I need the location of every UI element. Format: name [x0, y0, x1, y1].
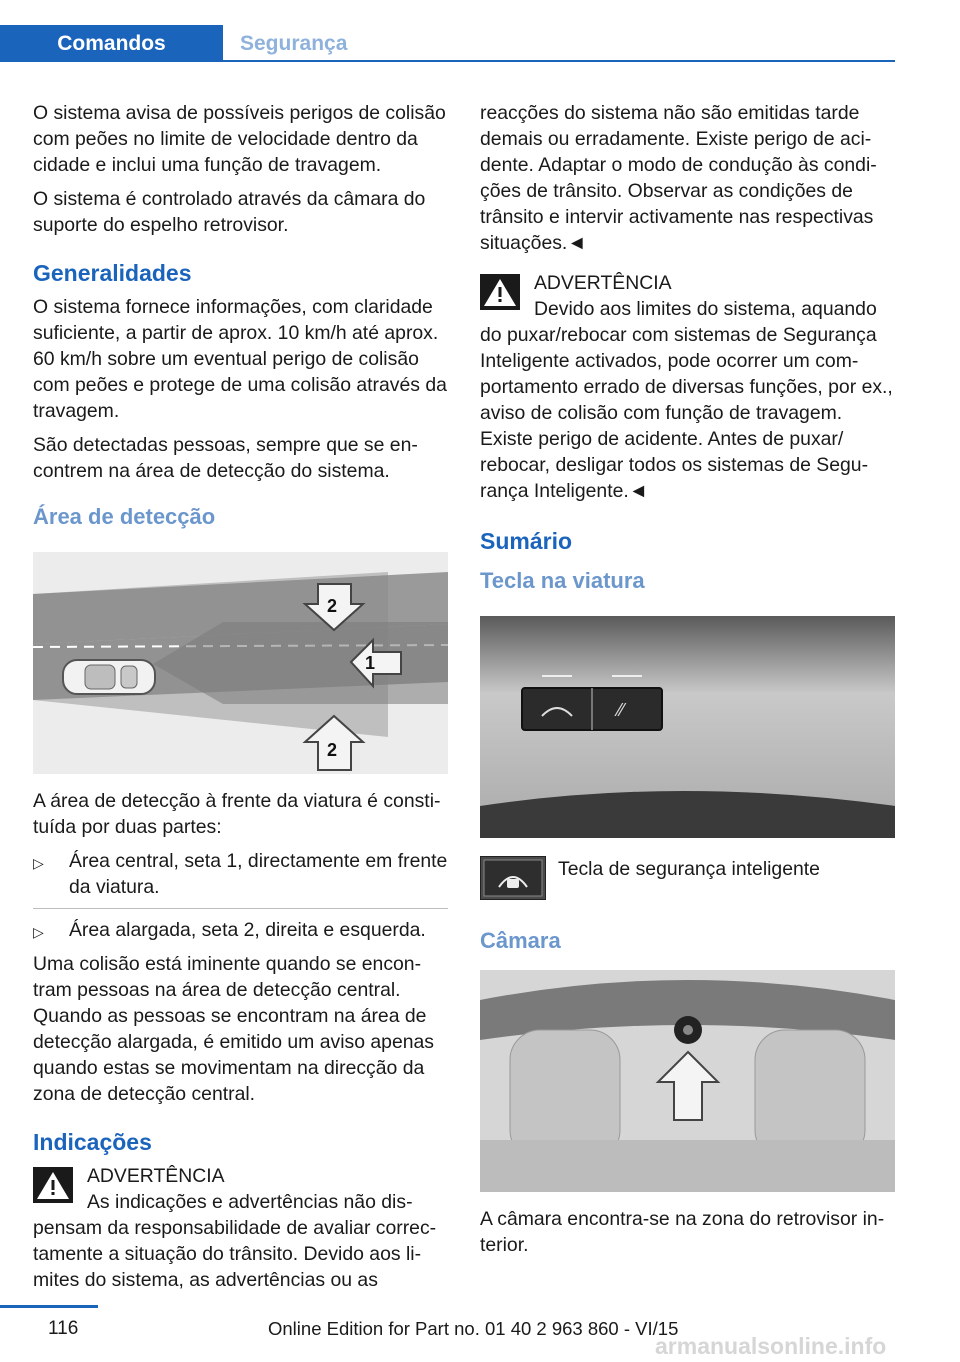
- detection-area-diagram: [33, 552, 448, 774]
- vehicle-button-image: [480, 616, 895, 838]
- warning-text: Devido aos limites do sistema, aquando do puxar/rebocar com sistemas de Segurança Inteligente activados, pode ocorrer um comportamento errado de diversas funções, por ex., aviso de colisão com função de travagem. Existe perigo de acidente. Antes de puxar/ rebocar, desligar todos os sistemas de Segurança Inteligente.◄: [480, 298, 893, 502]
- triangle-bullet-icon: ▷: [33, 924, 44, 940]
- page-number: 116: [48, 1318, 79, 1339]
- footer-rule: [0, 1305, 98, 1308]
- intelligent-safety-key-icon: [480, 856, 546, 900]
- edition-text: Online Edition for Part no. 01 40 2 963 860 - VI/15: [268, 1318, 679, 1339]
- camera-location-image: [480, 970, 895, 1192]
- detection-paragraph: São detectadas pessoas, sempre que se encontrem na área de detecção do sistema.: [33, 434, 418, 482]
- collision-paragraph: Uma colisão está iminente quando se encontram pessoas na área de detecção central. Quando as pessoas se encontram na área de detecção alargada, é emitido um aviso apenas quando estas se movimentam na direcção da zona de detecção central.: [33, 953, 434, 1105]
- svg-text:2: 2: [327, 740, 338, 760]
- warning-block: [480, 270, 895, 504]
- bullet-divider: [33, 908, 448, 909]
- area-description: A área de detecção à frente da viatura é constituída por duas partes:: [33, 790, 441, 838]
- right-column: [480, 100, 895, 1266]
- area-bullet-list: [33, 848, 448, 943]
- warning-block: [33, 1163, 448, 1293]
- heading-tecla: Tecla na viatura: [480, 568, 645, 593]
- car-icon: [63, 660, 155, 694]
- triangle-bullet-icon: ▷: [33, 855, 44, 871]
- warning-text: As indicações e advertências não dispensam da responsabilidade de avaliar correctamente a situação do trânsito. Devido aos limites do sistema, as advertências ou as: [33, 1191, 437, 1291]
- tab-seguranca[interactable]: Segurança: [240, 31, 348, 55]
- svg-text:⁄⁄: ⁄⁄: [618, 700, 625, 720]
- bullet-item: ▷ Área central, seta 1, directamente em frente da viatura.: [33, 850, 448, 898]
- bullet-item: ▷ Área alargada, seta 2, direita e esquerda.: [33, 917, 448, 943]
- continued-paragraph: reacções do sistema não são emitidas tarde demais ou erradamente. Existe perigo de acidente. Adaptar o modo de condução às condições de trânsito. Observar as condições de trânsito e intervir activamente nas respectivas situações.◄: [480, 102, 877, 254]
- heading-generalidades: Generalidades: [33, 260, 192, 286]
- svg-text:2: 2: [327, 596, 338, 616]
- tab-comandos[interactable]: Comandos: [0, 25, 223, 62]
- heading-camara: Câmara: [480, 928, 561, 953]
- left-column: [33, 100, 448, 1293]
- heading-indicacoes: Indicações: [33, 1129, 152, 1155]
- generalidades-paragraph: O sistema fornece informações, com claridade suficiente, a partir de aprox. 10 km/h até aprox. 60 km/h sobre um eventual perigo de colisão com peões e protege de uma colisão através da travagem.: [33, 296, 447, 422]
- watermark: armanualsonline.info: [655, 1333, 887, 1359]
- header-bar: [0, 0, 895, 62]
- svg-text:1: 1: [365, 653, 376, 673]
- camera-photo: [480, 970, 895, 1192]
- intro-paragraph: O sistema avisa de possíveis perigos de colisão com peões no limite de velocidade dentro da cidade e inclui uma função de travagem.: [33, 102, 446, 176]
- warning-icon: [480, 274, 520, 310]
- warning-title: ADVERTÊNCIA: [87, 1165, 225, 1187]
- heading-area-deteccao: Área de detecção: [33, 504, 216, 529]
- button-photo: [480, 616, 895, 838]
- header-rule: [0, 60, 895, 62]
- warning-title: ADVERTÊNCIA: [534, 272, 672, 294]
- key-legend: [480, 856, 895, 900]
- camera-paragraph: O sistema é controlado através da câmara do suporte do espelho retrovisor.: [33, 188, 426, 236]
- detection-area-figure: [33, 552, 448, 774]
- warning-icon: [33, 1167, 73, 1203]
- key-label: Tecla de segurança inteligente: [558, 858, 820, 880]
- heading-sumario: Sumário: [480, 528, 573, 554]
- camera-location-paragraph: A câmara encontra-se na zona do retrovisor interior.: [480, 1208, 885, 1256]
